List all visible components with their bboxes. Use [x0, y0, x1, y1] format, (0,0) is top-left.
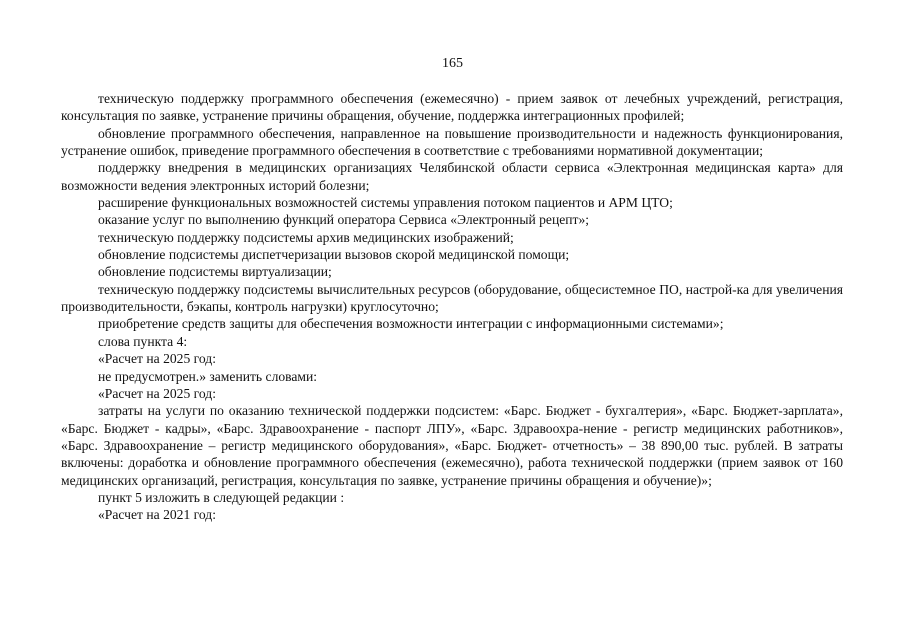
paragraph-computing-resources: техническую поддержку подсистемы вычислительных ресурсов (оборудование, общесистемное ПО, настрой-ка для увеличения производительности, бэкапы, контроль нагрузки) круглосуточно;: [61, 281, 843, 315]
paragraph-calc-2021: «Расчет на 2021 год:: [98, 507, 216, 523]
paragraph-patient-flow: расширение функциональных возможностей системы управления потоком пациентов и АРМ ЦТО;: [98, 195, 673, 211]
paragraph-item-4-words: слова пункта 4:: [98, 333, 188, 349]
paragraph-virtualization: обновление подсистемы виртуализации;: [98, 264, 332, 280]
paragraph-ambulance-dispatch: обновление подсистемы диспетчеризации вызовов скорой медицинской помощи;: [98, 247, 570, 263]
paragraph-not-provided: не предусмотрен.» заменить словами:: [98, 368, 318, 384]
page-number: 165: [442, 56, 463, 71]
paragraph-calc-2025-old: «Расчет на 2025 год:: [98, 351, 216, 367]
paragraph-security-tools: приобретение средств защиты для обеспечения возможности интеграции с информационными системами»;: [98, 316, 724, 332]
paragraph-item-5: пункт 5 изложить в следующей редакции :: [98, 489, 345, 505]
paragraph-bars-support-costs: затраты на услуги по оказанию технической поддержки подсистем: «Барс. Бюджет - бухгалтерия», «Барс. Бюджет-зарплата», «Барс. Бюджет - кадры», «Барс. Здравоохранение - паспорт ЛПУ», «Барс. Здравоохра-нение - регистр медицинских работников», «Барс. Здравоохранение – регистр медицинского оборудования», «Барс. Бюджет- отчетность» – 38 890,00 тыс. рублей. В затраты включены: доработка и обновление программного обеспечения (ежемесячно), работа технической поддержки (прием заявок от 160 медицинских организаций, регистрация, консультация по заявке, устранение причины обращения и обучение)»;: [61, 403, 843, 488]
paragraph-software-update: обновление программного обеспечения, направленное на повышение производительности и надежность функционирования, устранение ошибок, приведение программного обеспечения в соответствие с требованиями нормативной документации;: [61, 125, 843, 159]
paragraph-calc-2025-new: «Расчет на 2025 год:: [98, 385, 216, 401]
paragraph-e-prescription: оказание услуг по выполнению функций оператора Сервиса «Электронный рецепт»;: [98, 212, 590, 228]
document-body: [61, 90, 843, 524]
paragraph-image-archive: техническую поддержку подсистемы архив медицинских изображений;: [98, 229, 514, 245]
paragraph-emr-implementation: поддержку внедрения в медицинских организациях Челябинской области сервиса «Электронная медицинская карта» для возможности ведения электронных историй болезни;: [61, 160, 843, 193]
paragraph-tech-support-software: техническую поддержку программного обеспечения (ежемесячно) - прием заявок от лечебных учреждений, регистрация, консультация по заявке, устранение причины обращения, обучение, поддержка интеграционных профилей;: [61, 91, 843, 124]
